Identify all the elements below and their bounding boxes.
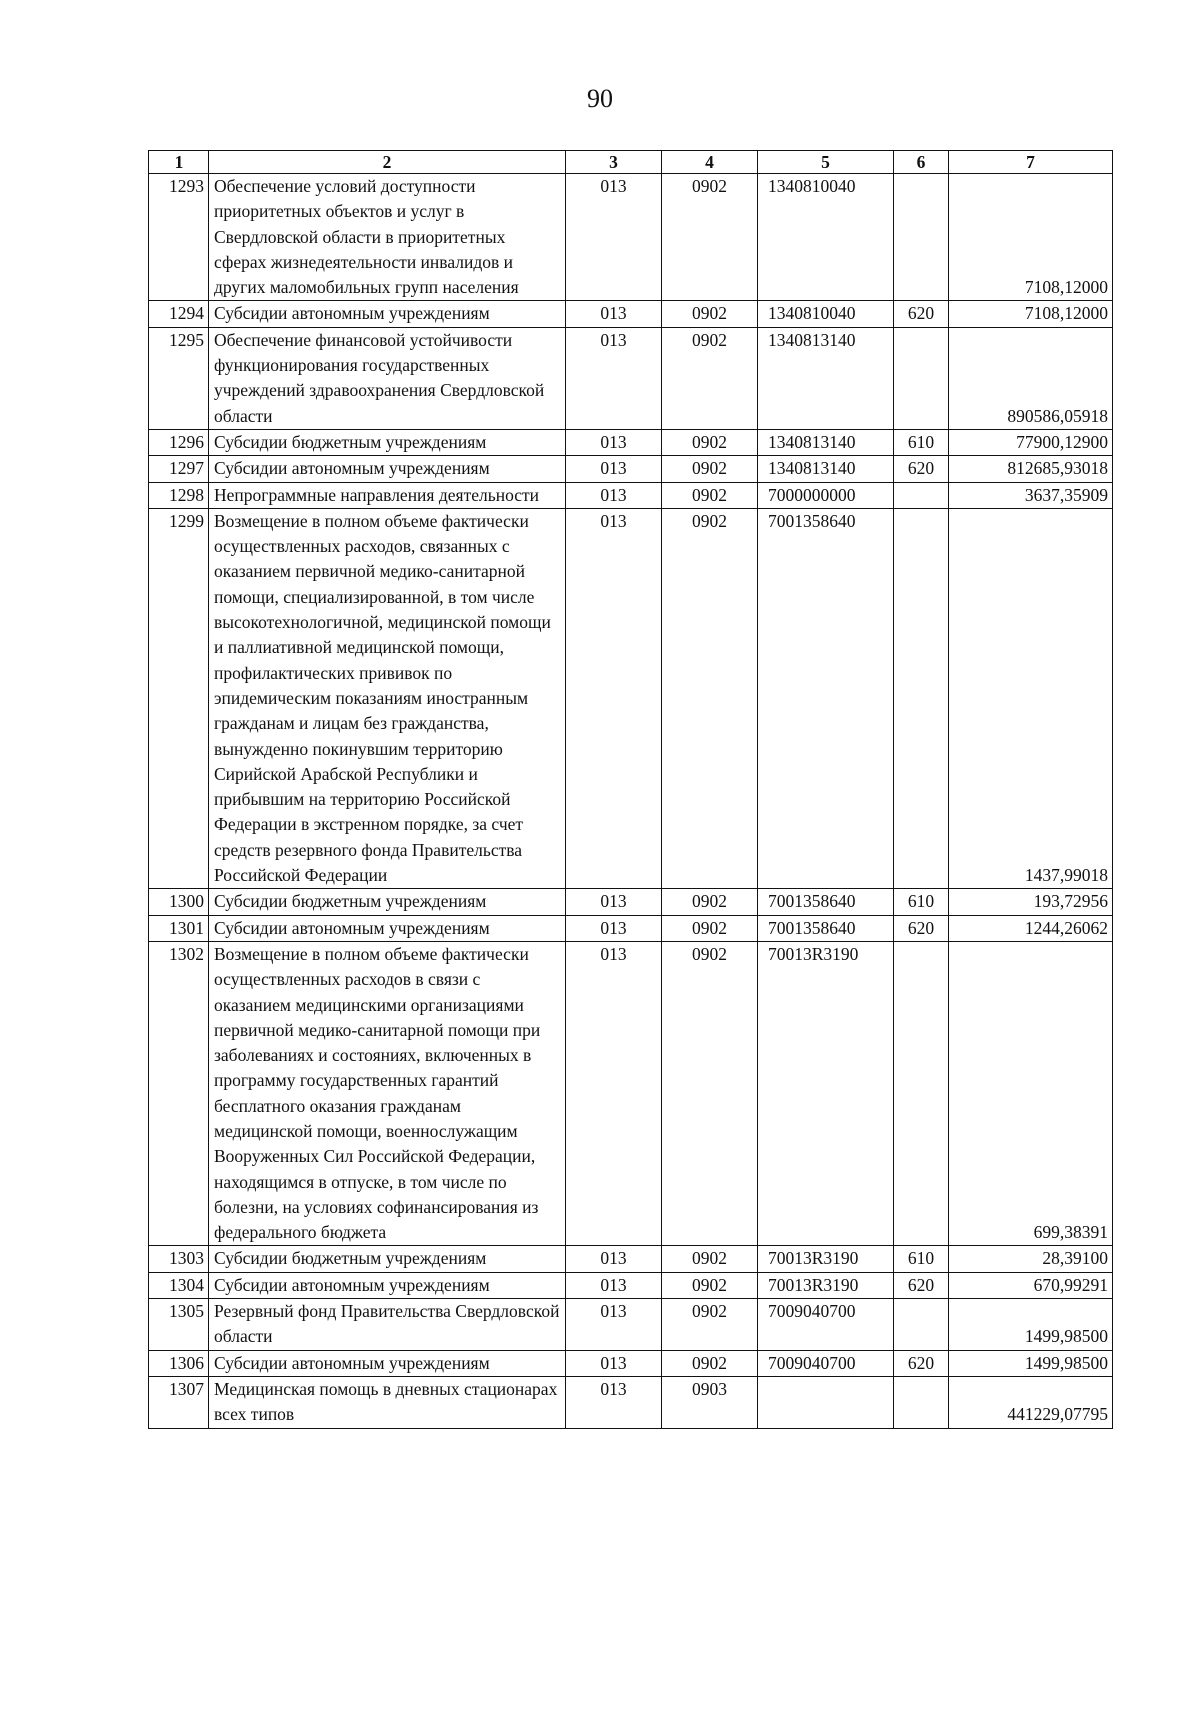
row-number-cell: 1301: [149, 915, 209, 941]
expense-name-cell: Возмещение в полном объеме фактически осуществленных расходов в связи с оказанием медицинскими организациями первичной медико-санитарной помощи при заболеваниях и состояниях, включенных в программу государственных гарантий бесплатного оказания гражданам медицинской помощи, военнослужащим Вооруженных Сил Российской Федерации, находящимся в отпуске, в том числе по болезни, на условиях софинансирования из федерального бюджета: [209, 941, 566, 1246]
target-article-code-cell: 7009040700: [758, 1350, 894, 1376]
target-article-code-cell: 1340810040: [758, 174, 894, 301]
expense-type-code-cell: [894, 174, 949, 301]
administrator-code-cell: 013: [566, 482, 662, 508]
table-header: [149, 151, 1113, 174]
expense-name-cell: Обеспечение условий доступности приоритетных объектов и услуг в Свердловской области в приоритетных сферах жизнедеятельности инвалидов и других маломобильных групп населения: [209, 174, 566, 301]
expense-name-cell: Резервный фонд Правительства Свердловской области: [209, 1299, 566, 1351]
budget-table: [148, 150, 1113, 1429]
expense-type-code-cell: 610: [894, 429, 949, 455]
row-number-cell: 1293: [149, 174, 209, 301]
administrator-code-cell: 013: [566, 327, 662, 429]
expense-name-cell: Обеспечение финансовой устойчивости функционирования государственных учреждений здравоохранения Свердловской области: [209, 327, 566, 429]
expense-type-code-cell: [894, 482, 949, 508]
expense-name-cell: Медицинская помощь в дневных стационарах всех типов: [209, 1376, 566, 1428]
row-number-cell: 1307: [149, 1376, 209, 1428]
section-code-cell: 0903: [662, 1376, 758, 1428]
expense-type-code-cell: [894, 1299, 949, 1351]
target-article-code-cell: 1340810040: [758, 301, 894, 327]
expense-name-cell: Возмещение в полном объеме фактически осуществленных расходов, связанных с оказанием первичной медико-санитарной помощи, специализированной, в том числе высокотехнологичной, медицинской помощи и паллиативной медицинской помощи, профилактических прививок по эпидемическим показаниям иностранным гражданам и лицам без гражданства, вынужденно покинувшим территорию Сирийской Арабской Республики и прибывшим на территорию Российской Федерации в экстренном порядке, за счет средств резервного фонда Правительства Российской Федерации: [209, 508, 566, 888]
administrator-code-cell: 013: [566, 915, 662, 941]
expense-name-cell: Субсидии бюджетным учреждениям: [209, 1246, 566, 1272]
target-article-code-cell: 7001358640: [758, 915, 894, 941]
expense-name-cell: Субсидии автономным учреждениям: [209, 1350, 566, 1376]
target-article-code-cell: 70013R3190: [758, 1246, 894, 1272]
expense-type-code-cell: [894, 1376, 949, 1428]
administrator-code-cell: 013: [566, 429, 662, 455]
header-col-1: 1: [149, 151, 209, 174]
table-row: [149, 429, 1113, 455]
expense-type-code-cell: [894, 508, 949, 888]
table-row: [149, 1272, 1113, 1298]
expense-name-cell: Субсидии бюджетным учреждениям: [209, 889, 566, 915]
amount-cell: 77900,12900: [949, 429, 1113, 455]
header-col-3: 3: [566, 151, 662, 174]
section-code-cell: 0902: [662, 941, 758, 1246]
expense-type-code-cell: [894, 941, 949, 1246]
expense-type-code-cell: 620: [894, 915, 949, 941]
administrator-code-cell: 013: [566, 1246, 662, 1272]
expense-name-cell: Субсидии автономным учреждениям: [209, 915, 566, 941]
table-body: [149, 174, 1113, 1429]
expense-name-cell: Субсидии автономным учреждениям: [209, 456, 566, 482]
row-number-cell: 1302: [149, 941, 209, 1246]
table-row: [149, 301, 1113, 327]
table-row: [149, 327, 1113, 429]
expense-name-cell: Непрограммные направления деятельности: [209, 482, 566, 508]
target-article-code-cell: 1340813140: [758, 327, 894, 429]
target-article-code-cell: 7009040700: [758, 1299, 894, 1351]
expense-type-code-cell: [894, 327, 949, 429]
amount-cell: 1499,98500: [949, 1299, 1113, 1351]
page-number: 90: [587, 84, 613, 113]
amount-cell: 28,39100: [949, 1246, 1113, 1272]
amount-cell: 1499,98500: [949, 1350, 1113, 1376]
administrator-code-cell: 013: [566, 174, 662, 301]
target-article-code-cell: 7000000000: [758, 482, 894, 508]
row-number-cell: 1304: [149, 1272, 209, 1298]
administrator-code-cell: 013: [566, 456, 662, 482]
amount-cell: 670,99291: [949, 1272, 1113, 1298]
header-col-5: 5: [758, 151, 894, 174]
section-code-cell: 0902: [662, 915, 758, 941]
table-row: [149, 456, 1113, 482]
header-col-7: 7: [949, 151, 1113, 174]
amount-cell: 890586,05918: [949, 327, 1113, 429]
amount-cell: 7108,12000: [949, 174, 1113, 301]
section-code-cell: 0902: [662, 1350, 758, 1376]
administrator-code-cell: 013: [566, 941, 662, 1246]
table-row: [149, 482, 1113, 508]
row-number-cell: 1294: [149, 301, 209, 327]
table-row: [149, 1299, 1113, 1351]
table-row: [149, 915, 1113, 941]
amount-cell: 1244,26062: [949, 915, 1113, 941]
section-code-cell: 0902: [662, 889, 758, 915]
row-number-cell: 1299: [149, 508, 209, 888]
administrator-code-cell: 013: [566, 1376, 662, 1428]
header-col-6: 6: [894, 151, 949, 174]
amount-cell: 441229,07795: [949, 1376, 1113, 1428]
section-code-cell: 0902: [662, 1246, 758, 1272]
section-code-cell: 0902: [662, 1299, 758, 1351]
section-code-cell: 0902: [662, 482, 758, 508]
section-code-cell: 0902: [662, 456, 758, 482]
amount-cell: 1437,99018: [949, 508, 1113, 888]
administrator-code-cell: 013: [566, 889, 662, 915]
table-row: [149, 889, 1113, 915]
row-number-cell: 1296: [149, 429, 209, 455]
section-code-cell: 0902: [662, 508, 758, 888]
administrator-code-cell: 013: [566, 508, 662, 888]
administrator-code-cell: 013: [566, 1272, 662, 1298]
row-number-cell: 1303: [149, 1246, 209, 1272]
amount-cell: 193,72956: [949, 889, 1113, 915]
target-article-code-cell: 70013R3190: [758, 941, 894, 1246]
section-code-cell: 0902: [662, 429, 758, 455]
section-code-cell: 0902: [662, 301, 758, 327]
table-row: [149, 941, 1113, 1246]
expense-type-code-cell: 620: [894, 301, 949, 327]
expense-type-code-cell: 610: [894, 1246, 949, 1272]
target-article-code-cell: [758, 1376, 894, 1428]
row-number-cell: 1306: [149, 1350, 209, 1376]
header-row: [149, 151, 1113, 174]
target-article-code-cell: 7001358640: [758, 889, 894, 915]
expense-type-code-cell: 610: [894, 889, 949, 915]
expense-type-code-cell: 620: [894, 1350, 949, 1376]
header-col-2: 2: [209, 151, 566, 174]
amount-cell: 3637,35909: [949, 482, 1113, 508]
amount-cell: 812685,93018: [949, 456, 1113, 482]
row-number-cell: 1300: [149, 889, 209, 915]
row-number-cell: 1305: [149, 1299, 209, 1351]
target-article-code-cell: 7001358640: [758, 508, 894, 888]
amount-cell: 699,38391: [949, 941, 1113, 1246]
table-row: [149, 1350, 1113, 1376]
expense-name-cell: Субсидии бюджетным учреждениям: [209, 429, 566, 455]
table-row: [149, 1376, 1113, 1428]
table-row: [149, 1246, 1113, 1272]
table-row: [149, 174, 1113, 301]
target-article-code-cell: 1340813140: [758, 429, 894, 455]
section-code-cell: 0902: [662, 327, 758, 429]
target-article-code-cell: 1340813140: [758, 456, 894, 482]
administrator-code-cell: 013: [566, 301, 662, 327]
section-code-cell: 0902: [662, 174, 758, 301]
expense-type-code-cell: 620: [894, 1272, 949, 1298]
section-code-cell: 0902: [662, 1272, 758, 1298]
expense-type-code-cell: 620: [894, 456, 949, 482]
row-number-cell: 1298: [149, 482, 209, 508]
expense-name-cell: Субсидии автономным учреждениям: [209, 1272, 566, 1298]
header-col-4: 4: [662, 151, 758, 174]
target-article-code-cell: 70013R3190: [758, 1272, 894, 1298]
row-number-cell: 1297: [149, 456, 209, 482]
amount-cell: 7108,12000: [949, 301, 1113, 327]
administrator-code-cell: 013: [566, 1299, 662, 1351]
row-number-cell: 1295: [149, 327, 209, 429]
administrator-code-cell: 013: [566, 1350, 662, 1376]
expense-name-cell: Субсидии автономным учреждениям: [209, 301, 566, 327]
table-row: [149, 508, 1113, 888]
